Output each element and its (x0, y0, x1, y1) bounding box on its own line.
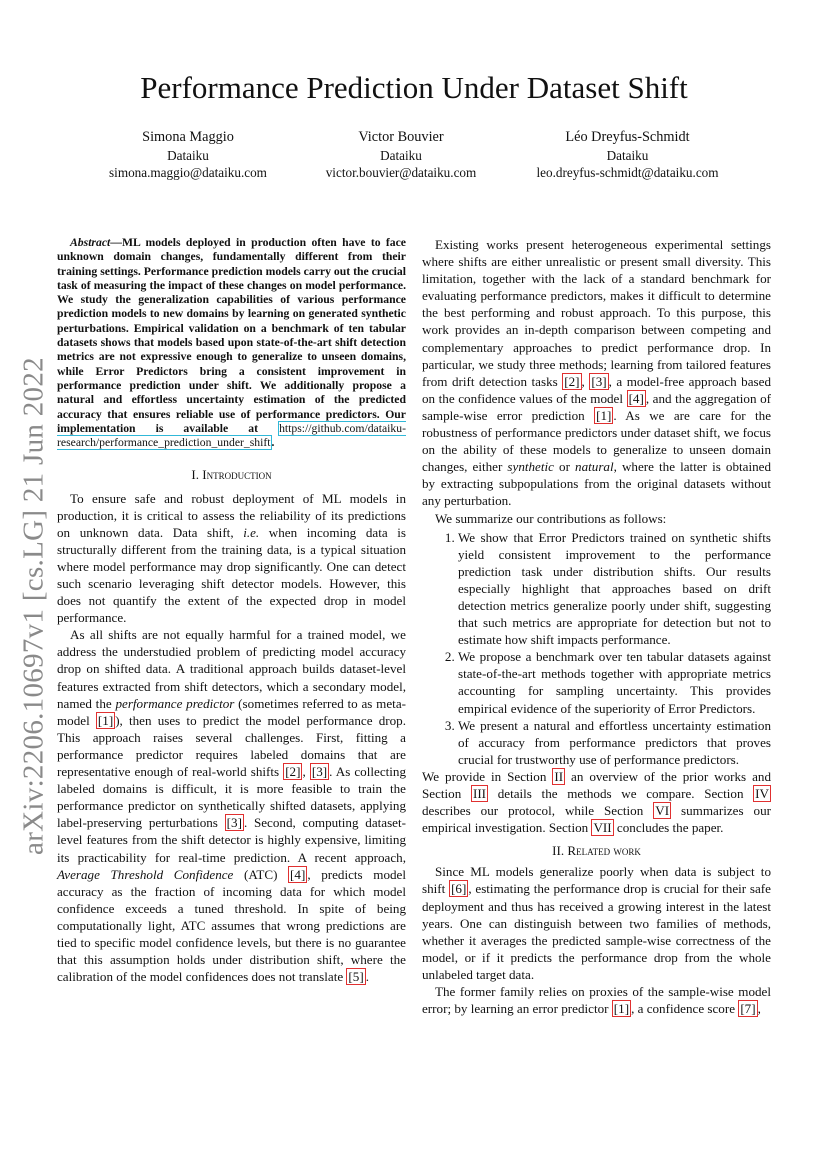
author-1 (98, 129, 278, 182)
section-link[interactable]: IV (755, 786, 769, 801)
author-name: Léo Dreyfus-Schmidt (565, 129, 690, 145)
abstract-label: Abstract (70, 236, 111, 249)
section-link[interactable]: II (554, 768, 564, 784)
citation-link[interactable]: [1] (613, 1001, 630, 1017)
citation-link[interactable]: [2] (285, 764, 301, 780)
citation-link[interactable]: [3] (591, 373, 607, 389)
section-link[interactable]: VII (593, 820, 612, 836)
arxiv-id: arXiv:2206.10697v1 [cs.LG] 21 Jun 2022 (17, 357, 50, 855)
section-link[interactable]: III (472, 786, 487, 801)
list-item: 1. We show that Error Predictors trained on synthetic shifts yield consistent improvement to the performance prediction task under distribution shifts. Our results especially highlight that approaches based on drift detection metrics generalize poorly under shift, suggesting that such metrics are appropriate for detection but not to estimate how shift impacts performance. (458, 529, 771, 649)
citation-link[interactable]: [4] (290, 866, 306, 882)
author-name: Victor Bouvier (358, 129, 444, 145)
paper-title: Performance Prediction Under Dataset Shift (140, 70, 688, 105)
intro-paragraph-3: Existing works present heterogeneous experimental settings where shifts are either unrealistic or present small diversity. This limitation, together with the lack of a standard benchmark for evaluating performance predictors, makes it difficult to determine the best performing and robust approach. To this purpose, this work provides an in-depth comparison between competing and complementary approaches to predict performance drop. In particular, we study three methods; learning from tailored features from drift detection tasks [2] , [3] , a model-free approach based on the confidence values of the model [4] , and the aggregation of sample-wise error prediction [1] . As we are care for the robustness of performance predictors under dataset shift, we focus on the ability of these models to generalize to unseen domain changes, either synthetic or natural, where the latter is obtained by extracting subpopulations from the original datasets without any perturbation. (422, 237, 772, 509)
author-2 (306, 129, 496, 182)
citation-link[interactable]: [3] (311, 764, 328, 780)
citation-link[interactable]: [3] (226, 815, 242, 831)
citation-link[interactable]: [2] (564, 373, 580, 389)
left-column (57, 236, 406, 985)
list-item: 3. We present a natural and effortless uncertainty estimation of accuracy from performance predictors that proves crucial for trustworthy use of performance predictors. (458, 717, 771, 768)
section-link[interactable]: VI (655, 803, 670, 819)
contributions-list (422, 529, 771, 768)
citation-link[interactable]: [4] (628, 390, 644, 406)
citation-link[interactable]: [1] (97, 712, 114, 728)
author-email: leo.dreyfus-schmidt@dataiku.com (536, 165, 719, 180)
contributions-intro: We summarize our contributions as follows: (435, 510, 667, 526)
intro-paragraph-1: To ensure safe and robust deployment of ML models in production, it is critical to assess the reliability of its predictions on unknown data. Data shift, i.e. when incoming data is structurally different from the training data, is a typical situation where model performance may drop significantly. One can detect such scenario leveraging shift detector models. However, this does not quantify the extent of the expected drop in model performance. (57, 490, 406, 626)
author-affiliation: Dataiku (606, 147, 649, 163)
related-work-paragraph-1: Since ML models generalize poorly when data is subject to shift [6] , estimating the performance drop is crucial for their safe deployment and thus has received a growing interest in the latest years. One can distinguish between two families of methods, whether it averages the predicted sample-wise correctness of the model, or if it predicts the performance drop from the whole unlabeled target data. (422, 864, 771, 982)
intro-paragraph-2: As all shifts are not equally harmful for a trained model, we address the understudied problem of predicting model accuracy drop on shifted data. A traditional approach builds dataset-level features extracted from shift detectors, which a secondary model, named the performance predictor (sometimes referred to as meta-model [1] ), then uses to predict the model performance drop. This approach raises several challenges. First, fitting a performance predictor requires labeled domains that are representative enough of real-world shifts [2] , [3] . As collecting labeled domains is difficult, it is more feasible to train the performance predictor on synthetically shifted datasets, applying label-preserving perturbations [3] . Second, computing dataset-level features from the shift detector is highly expensive, limiting its practicability for real-time prediction. A recent approach, Average Threshold Confidence (ATC) [4] , predicts model accuracy as the fraction of incoming data for which model confidence exceeds a tuned threshold. In spite of being computationally light, ATC assumes that wrong predictions are tied to specific model confidence levels, but there is no guarantee that this assumption holds under distribution shift, where the calibration of the model confidences does not translate [5] . (57, 627, 406, 985)
citation-link[interactable]: [1] (596, 407, 612, 423)
arxiv-sidebar-stamp (16, 357, 52, 855)
author-3 (520, 129, 735, 182)
outline-paragraph: We provide in Section II an overview of the prior works and Section III details the methods we compare. Section IV describes our protocol, while Section VI summarizes our empirical investigation. Section VII concludes the paper. (422, 768, 771, 836)
section-heading-related-work: II. Related work (552, 843, 641, 859)
section-heading-introduction: I. Introduction (191, 467, 272, 483)
author-affiliation: Dataiku (167, 147, 209, 163)
citation-link[interactable]: [7] (740, 1001, 756, 1017)
author-name: Simona Maggio (142, 129, 234, 145)
author-email: victor.bouvier@dataiku.com (325, 165, 477, 180)
citation-link[interactable]: [5] (348, 969, 364, 985)
abstract: Abstract—ML models deployed in production often have to face unknown domain changes, fundamentally different from their training settings. Performance prediction models carry out the crucial task of measuring the impact of these changes on model performance. We study the generalization capabilities of various performance prediction models to new domains by learning on generated synthetic perturbations. Empirical validation on a benchmark of ten tabular datasets shows that models based upon state-of-the-art shift detection metrics are not expressive enough to generalize to unseen domains, while Error Predictors bring a consistent improvement in performance prediction under shift. We additionally propose a natural and effortless uncertainty estimation of the predicted accuracy that ensures reliable use of performance predictors. Our implementation is available at https://github.com/dataiku-research/performance_prediction_under_shift. (57, 236, 406, 450)
citation-link[interactable]: [6] (451, 881, 467, 897)
related-work-paragraph-2: The former family relies on proxies of the sample-wise model error; by learning an error predictor [1] , a confidence score [7] , (422, 984, 771, 1017)
author-email: simona.maggio@dataiku.com (109, 165, 267, 180)
right-column (422, 236, 771, 1017)
author-affiliation: Dataiku (380, 147, 422, 163)
list-item: 2. We propose a benchmark over ten tabular datasets against state-of-the-art methods together with appropriate metrics accounting for sampling uncertainty. This provides empirical evidence of the superiority of Error Predictors. (458, 648, 771, 716)
implementation-link[interactable]: https://github.com/dataiku-research/performance_prediction_under_shift (57, 421, 406, 450)
